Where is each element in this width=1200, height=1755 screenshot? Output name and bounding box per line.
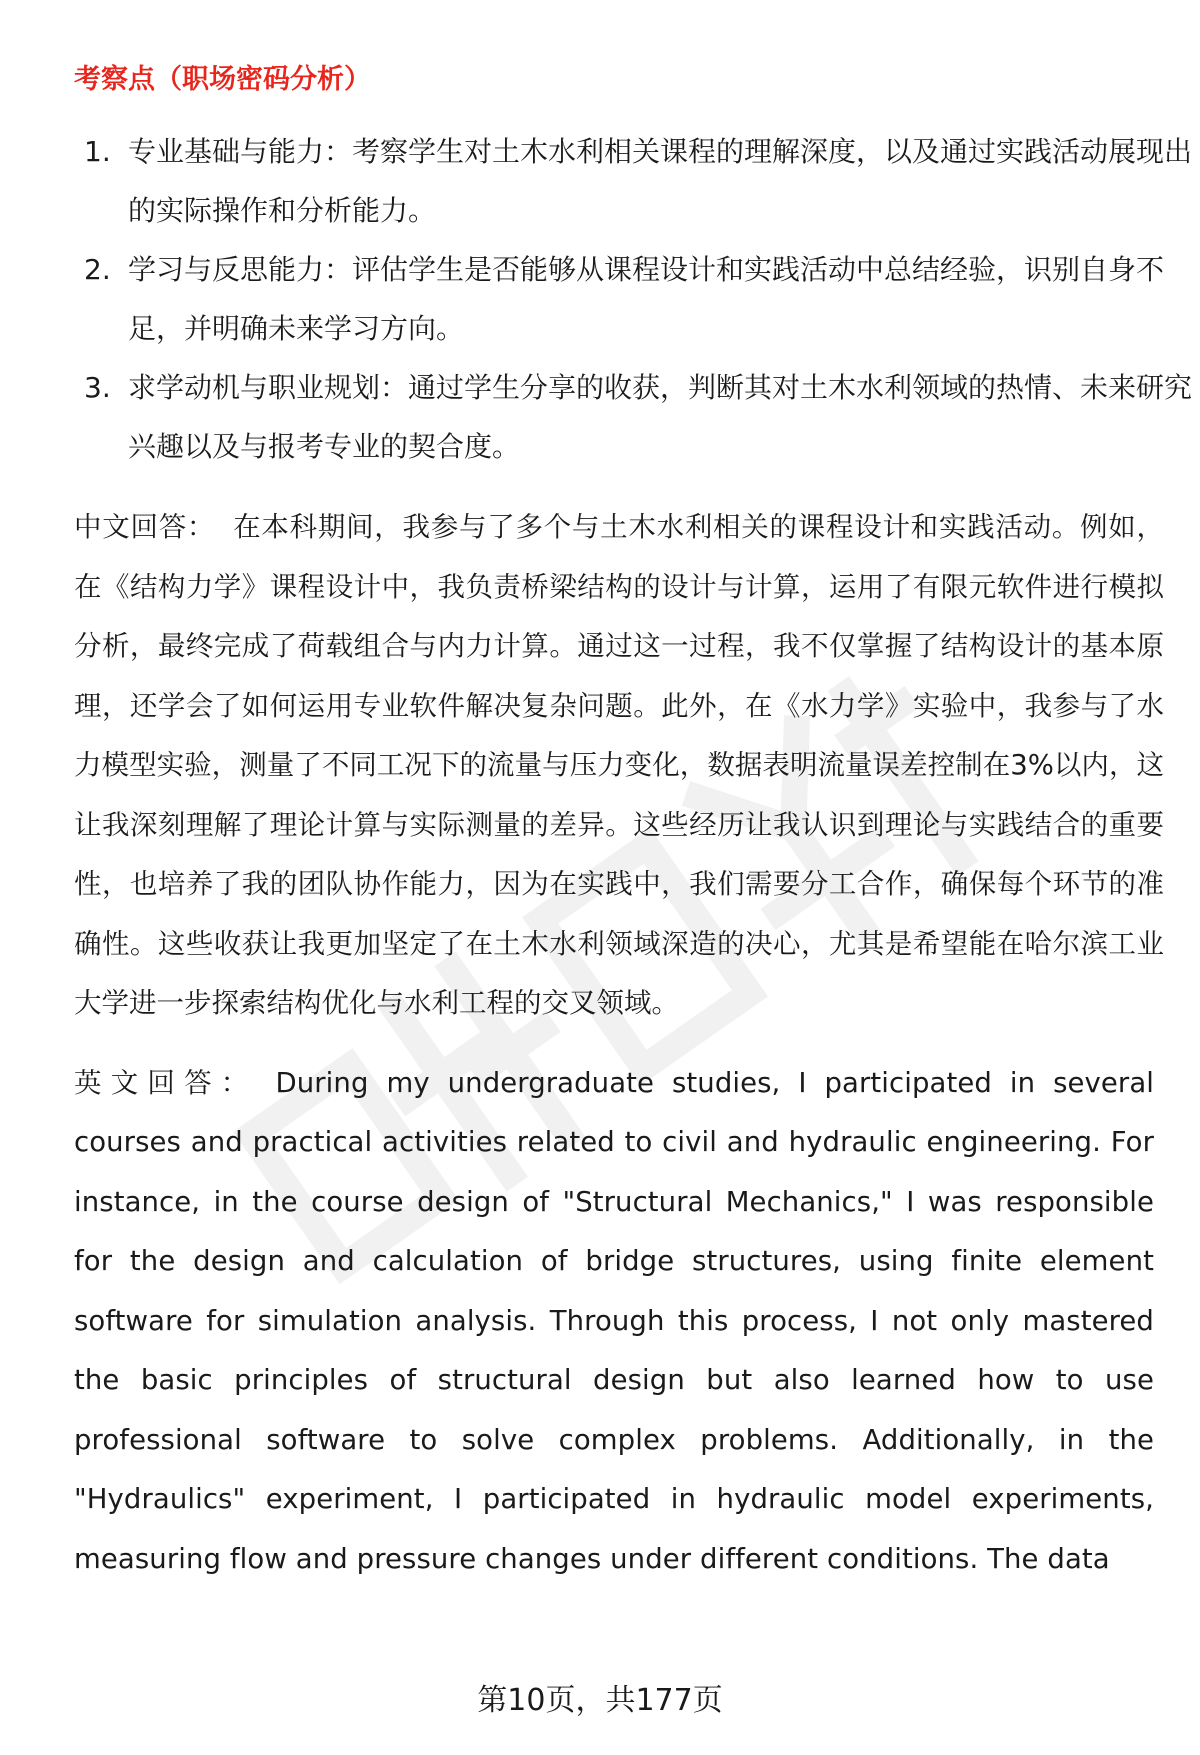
list-item — [74, 358, 1200, 476]
list-item-number: 1. — [84, 135, 111, 168]
list-item-number: 3. — [84, 371, 111, 404]
chinese-answer — [74, 498, 1164, 1034]
section-title: 考察点（职场密码分析） — [74, 64, 371, 95]
chinese-answer-label: 中文回答： — [74, 511, 216, 543]
english-answer-text: During my undergraduate studies, I participated in several courses and practical activities related to civil and hydraulic engineering. For instance, in the course design of "Structural Mechanics," I was responsible for the design and calculation of bridge structures, using finite element software for simulation analysis. Through this process, I not only mastered the basic principles of structural design but also learned how to use professional software to solve complex problems. Additionally, in the "Hydraulics" experiment, I participated in hydraulic model experiments, measuring flow and pressure changes under different conditions. The data — [74, 1066, 1155, 1575]
page-footer: 第10页，共177页 — [477, 1683, 723, 1718]
list-item-text: 专业基础与能力：考察学生对土木水利相关课程的理解深度，以及通过实践活动展现出的实际操作和分析能力。 — [128, 135, 1193, 227]
english-answer-label: 英文回答： — [74, 1066, 258, 1099]
list-item — [74, 122, 1200, 240]
assessment-points-list — [74, 122, 1193, 476]
english-answer — [74, 1054, 1154, 1590]
document-page — [74, 60, 1193, 1589]
chinese-answer-text: 在本科期间，我参与了多个与土木水利相关的课程设计和实践活动。例如，在《结构力学》课程设计中，我负责桥梁结构的设计与计算，运用了有限元软件进行模拟分析，最终完成了荷载组合与内力计算。通过这一过程，我不仅掌握了结构设计的基本原理，还学会了如何运用专业软件解决复杂问题。此外，在《水力学》实验中，我参与了水力模型实验，测量了不同工况下的流量与压力变化，数据表明流量误差控制在3%以内，这让我深刻理解了理论计算与实际测量的差异。这些经历让我认识到理论与实践结合的重要性，也培养了我的团队协作能力，因为在实践中，我们需要分工合作，确保每个环节的准确性。这些收获让我更加坚定了在土木水利领域深造的决心，尤其是希望能在哈尔滨工业大学进一步探索结构优化与水利工程的交叉领域。 — [74, 511, 1165, 1019]
list-item-text: 学习与反思能力：评估学生是否能够从课程设计和实践活动中总结经验，识别自身不足，并明确未来学习方向。 — [128, 253, 1165, 345]
list-item — [74, 240, 1200, 358]
list-item-number: 2. — [84, 253, 111, 286]
list-item-text: 求学动机与职业规划：通过学生分享的收获，判断其对土木水利领域的热情、未来研究兴趣以及与报考专业的契合度。 — [128, 371, 1193, 463]
